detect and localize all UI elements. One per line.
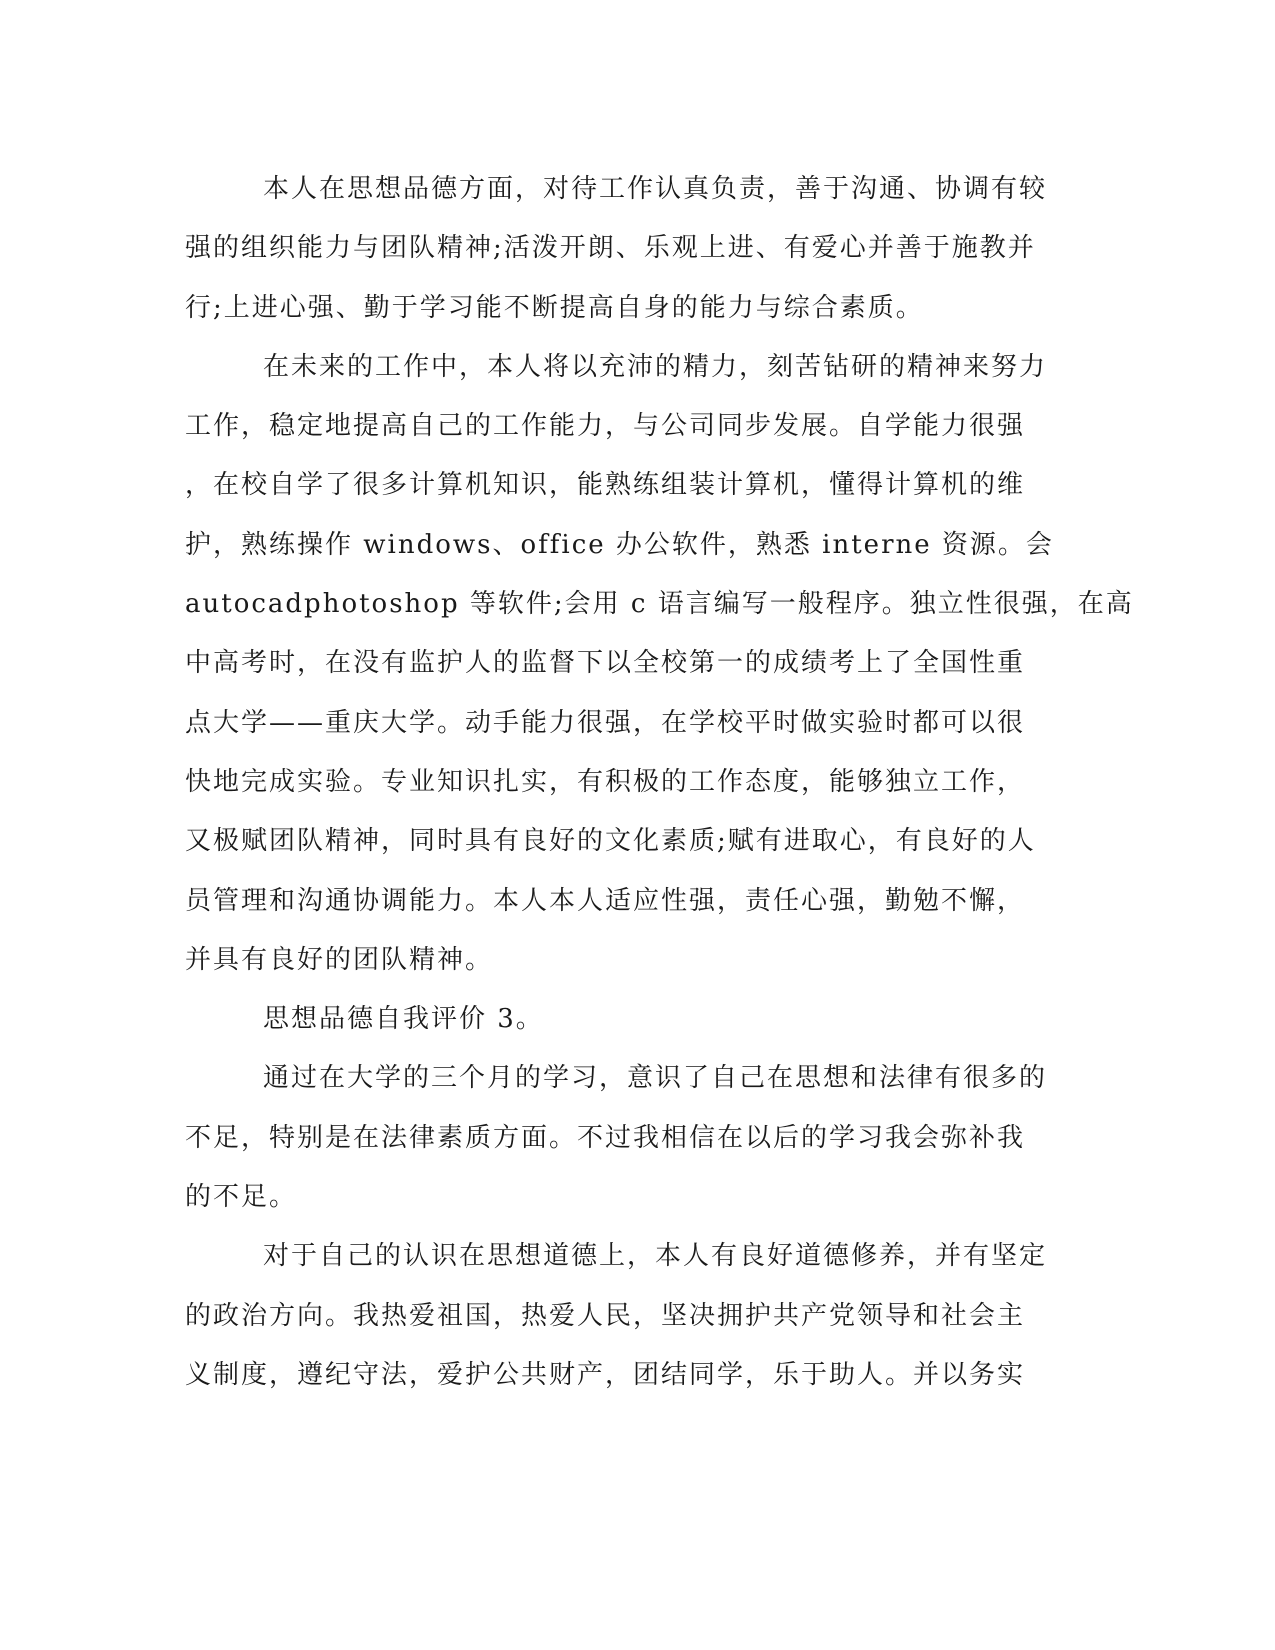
text-line: 本人在思想品德方面，对待工作认真负责，善于沟通、协调有较 [263, 174, 1048, 204]
text-line: 快地完成实验。专业知识扎实，有积极的工作态度，能够独立工作， [185, 766, 1026, 797]
text-line: 的不足。 [185, 1182, 298, 1213]
text-line: 又极赋团队精神，同时具有良好的文化素质;赋有进取心，有良好的人 [185, 826, 1036, 857]
text-line: ，在校自学了很多计算机知识，能熟练组装计算机，懂得计算机的维 [185, 470, 1026, 501]
text-line: 中高考时，在没有监护人的监督下以全校第一的成绩考上了全国性重 [185, 648, 1026, 679]
text-line: 行;上进心强、勤于学习能不断提高自身的能力与综合素质。 [185, 292, 924, 323]
text-line: 思想品德自我评价 3。 [263, 1004, 544, 1035]
text-line: 义制度，遵纪守法，爱护公共财产，团结同学，乐于助人。并以务实 [185, 1359, 1026, 1390]
text-line: 在未来的工作中，本人将以充沛的精力，刻苦钻研的精神来努力 [263, 351, 1048, 382]
text-line: 的政治方向。我热爱祖国，热爱人民，坚决拥护共产党领导和社会主 [185, 1300, 1026, 1331]
text-line: 强的组织能力与团队精神;活泼开朗、乐观上进、有爱心并善于施教并 [185, 233, 1036, 264]
text-line: 点大学——重庆大学。动手能力很强，在学校平时做实验时都可以很 [185, 707, 1026, 738]
text-line: 工作，稳定地提高自己的工作能力，与公司同步发展。自学能力很强 [185, 411, 1026, 442]
text-line: 对于自己的认识在思想道德上，本人有良好道德修养，并有坚定 [263, 1241, 1048, 1272]
text-line: 员管理和沟通协调能力。本人本人适应性强，责任心强，勤勉不懈， [185, 885, 1026, 916]
text-line: 护，熟练操作 windows、office 办公软件，熟悉 interne 资源。会 [185, 529, 1054, 560]
text-line: 不足，特别是在法律素质方面。不过我相信在以后的学习我会弥补我 [185, 1122, 1026, 1153]
document-body [185, 160, 1134, 1405]
text-line: 通过在大学的三个月的学习，意识了自己在思想和法律有很多的 [263, 1063, 1048, 1094]
text-line: autocadphotoshop 等软件;会用 c 语言编写一般程序。独立性很强，在高 [185, 589, 1134, 620]
text-line: 并具有良好的团队精神。 [185, 944, 494, 975]
